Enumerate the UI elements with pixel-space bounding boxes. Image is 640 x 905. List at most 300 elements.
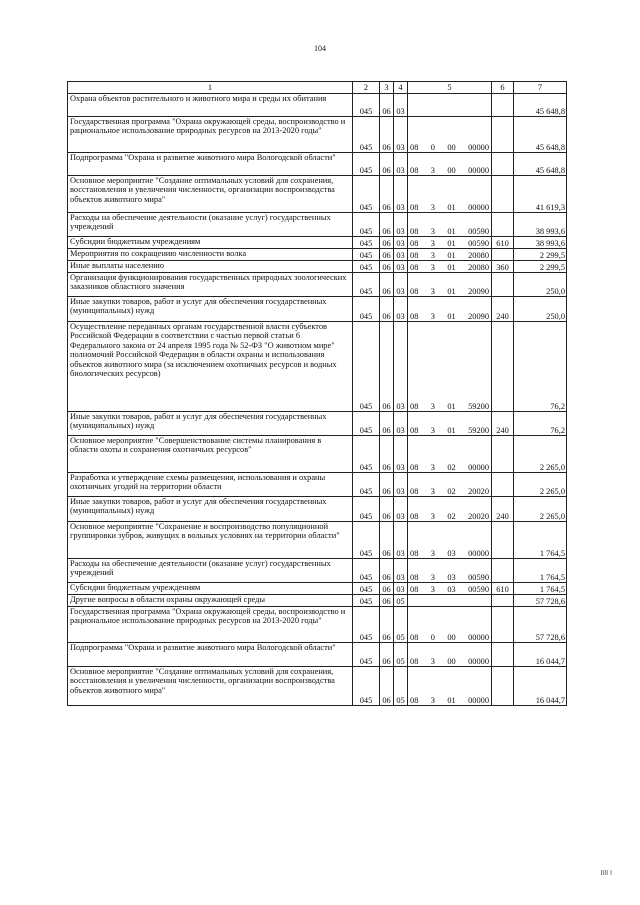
target-article-part: 03	[447, 584, 456, 594]
header-cell: 1	[68, 82, 353, 94]
target-article-code	[408, 263, 491, 272]
row-name-text: Государственная программа "Охрана окружающей среды, воспроизводство и рациональное использование природных ресурсов на 2013-2020 годы"	[70, 117, 346, 136]
table-row	[68, 297, 567, 322]
subsection-code-cell: 03	[394, 249, 408, 261]
amount-cell: 2 265,0	[514, 436, 567, 473]
table-row	[68, 153, 567, 176]
header-cell: 5	[408, 82, 492, 94]
header-cell: 6	[492, 82, 514, 94]
target-article-part: 00000	[468, 656, 489, 666]
table-row	[68, 249, 567, 261]
target-article-code	[408, 312, 491, 321]
ministry-code-cell: 045	[353, 322, 380, 412]
amount-cell: 38 993,6	[514, 213, 567, 237]
target-article-cell	[408, 176, 492, 213]
amount-cell: 250,0	[514, 273, 567, 297]
table-row	[68, 643, 567, 667]
ministry-code-cell: 045	[353, 436, 380, 473]
subsection-code-cell: 03	[394, 94, 408, 117]
target-article-part: 08	[410, 286, 419, 296]
amount-cell: 2 265,0	[514, 473, 567, 497]
expense-type-cell	[492, 213, 514, 237]
target-article-part: 08	[410, 226, 419, 236]
ministry-code-cell: 045	[353, 497, 380, 522]
subsection-code-cell: 03	[394, 213, 408, 237]
expense-type-cell	[492, 249, 514, 261]
row-name-cell	[68, 273, 353, 297]
ministry-code-cell: 045	[353, 297, 380, 322]
row-name-cell	[68, 595, 353, 607]
target-article-part: 00000	[468, 202, 489, 212]
ministry-code-cell: 045	[353, 261, 380, 273]
subsection-code-cell: 03	[394, 261, 408, 273]
subsection-code-cell: 03	[394, 176, 408, 213]
header-row	[68, 82, 567, 94]
target-article-part: 3	[430, 656, 435, 666]
page-number: 104	[314, 44, 326, 53]
ministry-code-cell: 045	[353, 559, 380, 583]
target-article-part: 08	[410, 165, 419, 175]
target-article-part: 01	[447, 226, 456, 236]
section-code-cell: 06	[380, 473, 394, 497]
target-article-part: 3	[430, 511, 435, 521]
section-code-cell: 06	[380, 117, 394, 153]
target-article-code	[408, 402, 491, 411]
expense-type-cell	[492, 153, 514, 176]
amount-cell: 41 619,3	[514, 176, 567, 213]
target-article-part: 3	[430, 462, 435, 472]
header-cell: 3	[380, 82, 394, 94]
subsection-code-cell: 03	[394, 412, 408, 436]
target-article-part: 01	[447, 401, 456, 411]
row-name-text: Основное мероприятие "Создание оптимальных условий для сохранения, восстановления и увеличения численности, организации воспроизводства объектов животного мира"	[70, 176, 335, 204]
amount-cell: 45 648,8	[514, 153, 567, 176]
ministry-code-cell: 045	[353, 522, 380, 559]
row-name-text: Организация функционирования государственных природных зоологических заказников областного значения	[70, 273, 347, 292]
amount-cell: 2 265,0	[514, 497, 567, 522]
expense-type-cell: 240	[492, 497, 514, 522]
row-name-text: Подпрограмма "Охрана и развитие животного мира Вологодской области"	[70, 153, 336, 162]
expense-type-cell: 360	[492, 261, 514, 273]
target-article-cell	[408, 667, 492, 706]
row-name-cell	[68, 117, 353, 153]
expense-type-cell	[492, 643, 514, 667]
target-article-cell	[408, 213, 492, 237]
target-article-code	[408, 585, 491, 594]
ministry-code-cell: 045	[353, 249, 380, 261]
budget-table	[67, 81, 567, 706]
subsection-code-cell: 03	[394, 497, 408, 522]
expense-type-cell	[492, 94, 514, 117]
target-article-code	[408, 239, 491, 248]
target-article-code	[408, 657, 491, 666]
expense-type-cell	[492, 595, 514, 607]
target-article-part: 00000	[468, 548, 489, 558]
header-cell: 2	[353, 82, 380, 94]
section-code-cell: 06	[380, 497, 394, 522]
amount-cell: 45 648,8	[514, 94, 567, 117]
target-article-code	[408, 426, 491, 435]
row-name-text: Расходы на обеспечение деятельности (оказание услуг) государственных учреждений	[70, 559, 331, 578]
target-article-part: 08	[410, 548, 419, 558]
ministry-code-cell: 045	[353, 412, 380, 436]
row-name-cell	[68, 176, 353, 213]
target-article-code	[408, 227, 491, 236]
section-code-cell: 06	[380, 237, 394, 249]
row-name-text: Субсидии бюджетным учреждениям	[70, 237, 201, 246]
target-article-part: 01	[447, 695, 456, 705]
ministry-code-cell: 045	[353, 643, 380, 667]
row-name-text: Расходы на обеспечение деятельности (оказание услуг) государственных учреждений	[70, 213, 331, 232]
section-code-cell: 06	[380, 94, 394, 117]
target-article-part: 00590	[468, 238, 489, 248]
target-article-part: 3	[430, 250, 435, 260]
section-code-cell: 06	[380, 583, 394, 595]
target-article-part: 59200	[468, 425, 489, 435]
subsection-code-cell: 03	[394, 117, 408, 153]
row-name-cell	[68, 473, 353, 497]
subsection-code-cell: 05	[394, 595, 408, 607]
target-article-cell	[408, 583, 492, 595]
table-row	[68, 522, 567, 559]
ministry-code-cell: 045	[353, 117, 380, 153]
ministry-code-cell: 045	[353, 94, 380, 117]
ministry-code-cell: 045	[353, 176, 380, 213]
target-article-part: 00000	[468, 695, 489, 705]
subsection-code-cell: 03	[394, 237, 408, 249]
target-article-part: 01	[447, 250, 456, 260]
target-article-code	[408, 251, 491, 260]
target-article-cell	[408, 497, 492, 522]
target-article-part: 00	[447, 165, 456, 175]
subsection-code-cell: 03	[394, 297, 408, 322]
target-article-part: 00000	[468, 165, 489, 175]
section-code-cell: 06	[380, 249, 394, 261]
target-article-part: 00000	[468, 142, 489, 152]
expense-type-cell	[492, 273, 514, 297]
row-name-cell	[68, 667, 353, 706]
amount-cell: 76,2	[514, 322, 567, 412]
expense-type-cell	[492, 559, 514, 583]
target-article-part: 3	[430, 572, 435, 582]
target-article-cell	[408, 607, 492, 643]
expense-type-cell	[492, 607, 514, 643]
section-code-cell: 06	[380, 213, 394, 237]
subsection-code-cell: 03	[394, 583, 408, 595]
row-name-cell	[68, 522, 353, 559]
table-row	[68, 273, 567, 297]
ministry-code-cell: 045	[353, 667, 380, 706]
target-article-part: 08	[410, 511, 419, 521]
ministry-code-cell: 045	[353, 607, 380, 643]
table-row	[68, 261, 567, 273]
table-row	[68, 94, 567, 117]
row-name-cell	[68, 94, 353, 117]
amount-cell: 16 044,7	[514, 643, 567, 667]
target-article-part: 00	[447, 656, 456, 666]
amount-cell: 45 648,8	[514, 117, 567, 153]
expense-type-cell: 240	[492, 412, 514, 436]
row-name-text: Иные закупки товаров, работ и услуг для обеспечения государственных (муниципальных) нужд	[70, 412, 327, 431]
target-article-part: 0	[430, 142, 435, 152]
target-article-part: 0	[430, 632, 435, 642]
row-name-text: Подпрограмма "Охрана и развитие животного мира Вологодской области"	[70, 643, 336, 652]
target-article-code	[408, 573, 491, 582]
row-name-cell	[68, 297, 353, 322]
subsection-code-cell: 03	[394, 473, 408, 497]
target-article-cell	[408, 237, 492, 249]
target-article-part: 01	[447, 425, 456, 435]
target-article-part: 20090	[468, 311, 489, 321]
amount-cell: 1 764,5	[514, 583, 567, 595]
target-article-part: 00000	[468, 462, 489, 472]
target-article-part: 3	[430, 401, 435, 411]
expense-type-cell	[492, 436, 514, 473]
target-article-cell	[408, 643, 492, 667]
expense-type-cell: 610	[492, 583, 514, 595]
row-name-cell	[68, 261, 353, 273]
expense-type-cell	[492, 176, 514, 213]
target-article-cell	[408, 153, 492, 176]
target-article-part: 08	[410, 262, 419, 272]
amount-cell: 38 993,6	[514, 237, 567, 249]
target-article-part: 3	[430, 226, 435, 236]
expense-type-cell	[492, 322, 514, 412]
table-row	[68, 213, 567, 237]
section-code-cell: 06	[380, 176, 394, 213]
expense-type-cell	[492, 473, 514, 497]
amount-cell: 57 728,6	[514, 595, 567, 607]
target-article-part: 00000	[468, 632, 489, 642]
ministry-code-cell: 045	[353, 273, 380, 297]
expense-type-cell	[492, 522, 514, 559]
row-name-cell	[68, 153, 353, 176]
ministry-code-cell: 045	[353, 237, 380, 249]
target-article-cell	[408, 559, 492, 583]
ministry-code-cell: 045	[353, 595, 380, 607]
row-name-cell	[68, 249, 353, 261]
table-row	[68, 595, 567, 607]
table-body	[68, 94, 567, 706]
target-article-part: 20090	[468, 286, 489, 296]
amount-cell: 57 728,6	[514, 607, 567, 643]
target-article-cell	[408, 473, 492, 497]
section-code-cell: 06	[380, 643, 394, 667]
subsection-code-cell: 03	[394, 153, 408, 176]
expense-type-cell: 240	[492, 297, 514, 322]
header-cell: 7	[514, 82, 567, 94]
subsection-code-cell: 03	[394, 273, 408, 297]
target-article-part: 08	[410, 656, 419, 666]
table-row	[68, 607, 567, 643]
target-article-cell	[408, 261, 492, 273]
target-article-part: 08	[410, 238, 419, 248]
table-header	[68, 82, 567, 94]
table-row	[68, 667, 567, 706]
subsection-code-cell: 05	[394, 667, 408, 706]
target-article-code	[408, 463, 491, 472]
row-name-cell	[68, 643, 353, 667]
target-article-part: 00590	[468, 584, 489, 594]
target-article-part: 00	[447, 142, 456, 152]
subsection-code-cell: 05	[394, 607, 408, 643]
ministry-code-cell: 045	[353, 153, 380, 176]
table-row	[68, 583, 567, 595]
target-article-part: 03	[447, 572, 456, 582]
table-row	[68, 176, 567, 213]
target-article-part: 00590	[468, 226, 489, 236]
amount-cell: 76,2	[514, 412, 567, 436]
target-article-code	[408, 203, 491, 212]
target-article-part: 20020	[468, 486, 489, 496]
target-article-part: 01	[447, 286, 456, 296]
section-code-cell: 06	[380, 522, 394, 559]
row-name-text: Осуществление переданных органам государственной власти субъектов Российской Федерации в соответствии с частью первой статьи 6 Федерального закона от 24 апреля 1995 года № 52-ФЗ "О животном мире" полномочий Российской Федерации в области охраны и использования объектов животного мира (за исключением охотничьих ресурсов и водных биологических ресурсов)	[70, 322, 337, 379]
target-article-part: 3	[430, 695, 435, 705]
row-name-cell	[68, 607, 353, 643]
target-article-cell	[408, 273, 492, 297]
target-article-part: 3	[430, 425, 435, 435]
target-article-cell	[408, 94, 492, 117]
row-name-text: Субсидии бюджетным учреждениям	[70, 583, 201, 592]
target-article-code	[408, 487, 491, 496]
ministry-code-cell: 045	[353, 583, 380, 595]
row-name-cell	[68, 237, 353, 249]
target-article-part: 3	[430, 238, 435, 248]
target-article-part: 00	[447, 632, 456, 642]
target-article-part: 08	[410, 486, 419, 496]
target-article-part: 08	[410, 425, 419, 435]
target-article-code	[408, 633, 491, 642]
row-name-text: Государственная программа "Охрана окружающей среды, воспроизводство и рациональное использование природных ресурсов на 2013-2020 годы"	[70, 607, 346, 626]
target-article-part: 3	[430, 202, 435, 212]
table-row	[68, 117, 567, 153]
target-article-part: 01	[447, 262, 456, 272]
table-row	[68, 412, 567, 436]
section-code-cell: 06	[380, 412, 394, 436]
target-article-part: 08	[410, 462, 419, 472]
table-row	[68, 473, 567, 497]
amount-cell: 2 299,5	[514, 249, 567, 261]
target-article-cell	[408, 117, 492, 153]
target-article-part: 02	[447, 511, 456, 521]
expense-type-cell	[492, 117, 514, 153]
row-name-cell	[68, 412, 353, 436]
amount-cell: 250,0	[514, 297, 567, 322]
target-article-part: 3	[430, 311, 435, 321]
target-article-part: 02	[447, 462, 456, 472]
target-article-part: 3	[430, 262, 435, 272]
target-article-cell	[408, 297, 492, 322]
row-name-text: Иные закупки товаров, работ и услуг для обеспечения государственных (муниципальных) нужд	[70, 497, 327, 516]
amount-cell: 1 764,5	[514, 559, 567, 583]
target-article-code	[408, 696, 491, 705]
section-code-cell: 06	[380, 436, 394, 473]
subsection-code-cell: 03	[394, 559, 408, 583]
subsection-code-cell: 05	[394, 643, 408, 667]
target-article-part: 08	[410, 584, 419, 594]
target-article-cell	[408, 412, 492, 436]
row-name-text: Основное мероприятие "Совершенствование системы планирования в области охоты и сохранения охотничьих ресурсов"	[70, 436, 322, 455]
row-name-text: Основное мероприятие "Сохранение и воспроизводство популяционной группировки зубров, живущих в вольных условиях на территории области"	[70, 522, 340, 541]
target-article-cell	[408, 249, 492, 261]
target-article-code	[408, 143, 491, 152]
row-name-cell	[68, 213, 353, 237]
row-name-text: Другие вопросы в области охраны окружающей среды	[70, 595, 266, 604]
target-article-part: 3	[430, 286, 435, 296]
target-article-part: 08	[410, 572, 419, 582]
target-article-part: 08	[410, 250, 419, 260]
amount-cell: 2 299,5	[514, 261, 567, 273]
target-article-part: 03	[447, 548, 456, 558]
target-article-code	[408, 549, 491, 558]
subsection-code-cell: 03	[394, 522, 408, 559]
row-name-cell	[68, 322, 353, 412]
row-name-text: Иные закупки товаров, работ и услуг для обеспечения государственных (муниципальных) нужд	[70, 297, 327, 316]
section-code-cell: 06	[380, 273, 394, 297]
subsection-code-cell: 03	[394, 436, 408, 473]
target-article-part: 20080	[468, 250, 489, 260]
section-code-cell: 06	[380, 261, 394, 273]
target-article-part: 20020	[468, 511, 489, 521]
target-article-part: 02	[447, 486, 456, 496]
table-row	[68, 322, 567, 412]
target-article-part: 08	[410, 632, 419, 642]
table-row	[68, 559, 567, 583]
target-article-code	[408, 287, 491, 296]
target-article-part: 08	[410, 695, 419, 705]
target-article-part: 01	[447, 238, 456, 248]
target-article-cell	[408, 322, 492, 412]
row-name-cell	[68, 436, 353, 473]
expense-type-cell	[492, 667, 514, 706]
ministry-code-cell: 045	[353, 473, 380, 497]
table-row	[68, 237, 567, 249]
target-article-part: 3	[430, 584, 435, 594]
amount-cell: 16 044,7	[514, 667, 567, 706]
target-article-part: 3	[430, 486, 435, 496]
row-name-text: Основное мероприятие "Создание оптимальных условий для сохранения, восстановления и увеличения численности, организации воспроизводства объектов животного мира"	[70, 667, 335, 695]
target-article-part: 3	[430, 548, 435, 558]
row-name-cell	[68, 583, 353, 595]
section-code-cell: 06	[380, 607, 394, 643]
row-name-cell	[68, 497, 353, 522]
target-article-part: 01	[447, 311, 456, 321]
target-article-part: 59200	[468, 401, 489, 411]
target-article-part: 01	[447, 202, 456, 212]
section-code-cell: 06	[380, 559, 394, 583]
header-cell: 4	[394, 82, 408, 94]
section-code-cell: 06	[380, 322, 394, 412]
table-row	[68, 497, 567, 522]
target-article-part: 08	[410, 401, 419, 411]
subsection-code-cell: 03	[394, 322, 408, 412]
target-article-part: 08	[410, 142, 419, 152]
row-name-text: Мероприятия по сокращению численности волка	[70, 249, 247, 258]
target-article-cell	[408, 436, 492, 473]
section-code-cell: 06	[380, 595, 394, 607]
expense-type-cell: 610	[492, 237, 514, 249]
target-article-part: 00590	[468, 572, 489, 582]
target-article-part: 3	[430, 165, 435, 175]
row-name-text: Разработка и утверждение схемы размещения, использования и охраны охотничьих угодий на территории области	[70, 473, 326, 492]
target-article-part: 08	[410, 202, 419, 212]
target-article-code	[408, 512, 491, 521]
amount-cell: 1 764,5	[514, 522, 567, 559]
ministry-code-cell: 045	[353, 213, 380, 237]
row-name-cell	[68, 559, 353, 583]
section-code-cell: 06	[380, 153, 394, 176]
